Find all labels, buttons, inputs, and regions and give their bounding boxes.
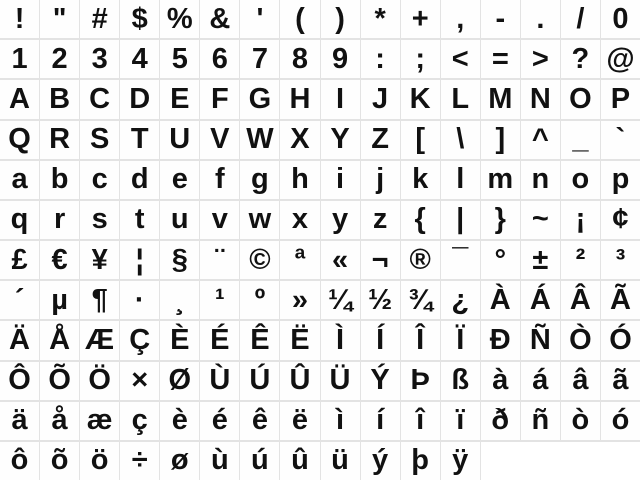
glyph-cell[interactable]: à: [481, 362, 520, 400]
glyph-cell[interactable]: ¶: [80, 281, 119, 319]
glyph-cell[interactable]: è: [160, 402, 199, 440]
glyph-cell[interactable]: Å: [40, 321, 79, 359]
glyph-cell[interactable]: ³: [601, 241, 640, 279]
glyph-cell[interactable]: 7: [240, 40, 279, 78]
glyph-cell[interactable]: »: [280, 281, 319, 319]
glyph-cell[interactable]: @: [601, 40, 640, 78]
glyph-cell[interactable]: «: [321, 241, 360, 279]
glyph-cell[interactable]: m: [481, 161, 520, 199]
glyph-cell[interactable]: ~: [521, 201, 560, 239]
glyph-cell[interactable]: X: [280, 121, 319, 159]
glyph-cell[interactable]: a: [0, 161, 39, 199]
glyph-cell[interactable]: ?: [561, 40, 600, 78]
glyph-cell[interactable]: À: [481, 281, 520, 319]
glyph-cell[interactable]: ã: [601, 362, 640, 400]
glyph-cell[interactable]: 0: [601, 0, 640, 38]
glyph-cell[interactable]: ¥: [80, 241, 119, 279]
glyph-cell[interactable]: ê: [240, 402, 279, 440]
glyph-cell[interactable]: q: [0, 201, 39, 239]
glyph-cell[interactable]: `: [601, 121, 640, 159]
glyph-cell[interactable]: ®: [401, 241, 440, 279]
glyph-cell[interactable]: Q: [0, 121, 39, 159]
glyph-cell[interactable]: î: [401, 402, 440, 440]
glyph-cell[interactable]: ¼: [321, 281, 360, 319]
glyph-cell[interactable]: §: [160, 241, 199, 279]
glyph-cell[interactable]: W: [240, 121, 279, 159]
glyph-cell[interactable]: Â: [561, 281, 600, 319]
glyph-cell[interactable]: ©: [240, 241, 279, 279]
glyph-cell[interactable]: È: [160, 321, 199, 359]
glyph-cell[interactable]: L: [441, 80, 480, 118]
glyph-cell[interactable]: ^: [521, 121, 560, 159]
glyph-cell[interactable]: Æ: [80, 321, 119, 359]
glyph-cell[interactable]: Ö: [80, 362, 119, 400]
glyph-cell[interactable]: Ó: [601, 321, 640, 359]
glyph-cell[interactable]: s: [80, 201, 119, 239]
glyph-cell[interactable]: 3: [80, 40, 119, 78]
glyph-cell[interactable]: H: [280, 80, 319, 118]
glyph-cell[interactable]: Õ: [40, 362, 79, 400]
glyph-cell[interactable]: V: [200, 121, 239, 159]
glyph-cell[interactable]: Í: [361, 321, 400, 359]
glyph-cell[interactable]: {: [401, 201, 440, 239]
glyph-cell[interactable]: ñ: [521, 402, 560, 440]
glyph-cell[interactable]: ): [321, 0, 360, 38]
glyph-cell[interactable]: ×: [120, 362, 159, 400]
glyph-cell[interactable]: x: [280, 201, 319, 239]
glyph-cell[interactable]: u: [160, 201, 199, 239]
glyph-cell[interactable]: ´: [0, 281, 39, 319]
glyph-cell[interactable]: y: [321, 201, 360, 239]
empty-cells: [481, 442, 640, 480]
glyph-cell[interactable]: K: [401, 80, 440, 118]
glyph-cell[interactable]: å: [40, 402, 79, 440]
glyph-cell[interactable]: ò: [561, 402, 600, 440]
glyph-cell[interactable]: T: [120, 121, 159, 159]
glyph-cell[interactable]: É: [200, 321, 239, 359]
glyph-cell[interactable]: h: [280, 161, 319, 199]
glyph-cell[interactable]: Ë: [280, 321, 319, 359]
glyph-cell[interactable]: Ô: [0, 362, 39, 400]
glyph-cell[interactable]: Ò: [561, 321, 600, 359]
glyph-cell[interactable]: g: [240, 161, 279, 199]
glyph-cell[interactable]: ö: [80, 442, 119, 480]
glyph-cell[interactable]: ¿: [441, 281, 480, 319]
glyph-cell[interactable]: Ï: [441, 321, 480, 359]
glyph-cell[interactable]: °: [481, 241, 520, 279]
glyph-cell[interactable]: 2: [40, 40, 79, 78]
glyph-cell[interactable]: ¯: [441, 241, 480, 279]
glyph-cell[interactable]: Ê: [240, 321, 279, 359]
glyph-cell[interactable]: w: [240, 201, 279, 239]
glyph-cell[interactable]: á: [521, 362, 560, 400]
glyph-cell[interactable]: /: [561, 0, 600, 38]
glyph-cell[interactable]: ð: [481, 402, 520, 440]
glyph-cell[interactable]: >: [521, 40, 560, 78]
glyph-cell[interactable]: ¦: [120, 241, 159, 279]
glyph-cell[interactable]: p: [601, 161, 640, 199]
glyph-cell[interactable]: <: [441, 40, 480, 78]
glyph-cell[interactable]: $: [120, 0, 159, 38]
glyph-cell[interactable]: O: [561, 80, 600, 118]
glyph-cell[interactable]: o: [561, 161, 600, 199]
glyph-cell[interactable]: Ù: [200, 362, 239, 400]
glyph-cell[interactable]: 9: [321, 40, 360, 78]
glyph-cell[interactable]: Ü: [321, 362, 360, 400]
glyph-cell[interactable]: Ä: [0, 321, 39, 359]
glyph-cell[interactable]: t: [120, 201, 159, 239]
glyph-cell[interactable]: Á: [521, 281, 560, 319]
glyph-cell[interactable]: ¾: [401, 281, 440, 319]
glyph-cell[interactable]: ï: [441, 402, 480, 440]
glyph-cell[interactable]: º: [240, 281, 279, 319]
glyph-cell[interactable]: Ð: [481, 321, 520, 359]
glyph-cell[interactable]: #: [80, 0, 119, 38]
glyph-cell[interactable]: Ý: [361, 362, 400, 400]
glyph-cell[interactable]: ë: [280, 402, 319, 440]
glyph-cell[interactable]: k: [401, 161, 440, 199]
glyph-cell[interactable]: ¸: [160, 281, 199, 319]
glyph-cell[interactable]: ú: [240, 442, 279, 480]
glyph-cell[interactable]: U: [160, 121, 199, 159]
glyph-cell[interactable]: j: [361, 161, 400, 199]
glyph-cell[interactable]: N: [521, 80, 560, 118]
glyph-cell[interactable]: ;: [401, 40, 440, 78]
glyph-cell[interactable]: æ: [80, 402, 119, 440]
glyph-cell[interactable]: 4: [120, 40, 159, 78]
glyph-cell[interactable]: é: [200, 402, 239, 440]
glyph-cell[interactable]: ·: [120, 281, 159, 319]
glyph-cell[interactable]: e: [160, 161, 199, 199]
glyph-cell[interactable]: f: [200, 161, 239, 199]
glyph-cell[interactable]: B: [40, 80, 79, 118]
glyph-cell[interactable]: 5: [160, 40, 199, 78]
glyph-cell[interactable]: €: [40, 241, 79, 279]
glyph-cell[interactable]: D: [120, 80, 159, 118]
glyph-cell[interactable]: µ: [40, 281, 79, 319]
glyph-cell[interactable]: ,: [441, 0, 480, 38]
glyph-cell[interactable]: 6: [200, 40, 239, 78]
glyph-cell[interactable]: þ: [401, 442, 440, 480]
glyph-cell[interactable]: â: [561, 362, 600, 400]
glyph-cell[interactable]: ÷: [120, 442, 159, 480]
glyph-cell[interactable]: ª: [280, 241, 319, 279]
glyph-cell[interactable]: +: [401, 0, 440, 38]
glyph-cell[interactable]: J: [361, 80, 400, 118]
glyph-cell[interactable]: ì: [321, 402, 360, 440]
glyph-cell[interactable]: A: [0, 80, 39, 118]
glyph-cell[interactable]: c: [80, 161, 119, 199]
glyph-cell[interactable]: ä: [0, 402, 39, 440]
glyph-cell[interactable]: ¬: [361, 241, 400, 279]
glyph-cell[interactable]: Ñ: [521, 321, 560, 359]
glyph-cell[interactable]: Û: [280, 362, 319, 400]
glyph-cell[interactable]: r: [40, 201, 79, 239]
glyph-cell[interactable]: Y: [321, 121, 360, 159]
glyph-cell[interactable]: %: [160, 0, 199, 38]
glyph-cell[interactable]: ²: [561, 241, 600, 279]
glyph-cell[interactable]: b: [40, 161, 79, 199]
glyph-cell[interactable]: d: [120, 161, 159, 199]
glyph-cell[interactable]: 8: [280, 40, 319, 78]
glyph-cell[interactable]: ]: [481, 121, 520, 159]
glyph-cell[interactable]: ±: [521, 241, 560, 279]
glyph-cell[interactable]: v: [200, 201, 239, 239]
glyph-cell[interactable]: Ç: [120, 321, 159, 359]
glyph-cell[interactable]: ½: [361, 281, 400, 319]
glyph-cell[interactable]: ó: [601, 402, 640, 440]
glyph-cell[interactable]: ': [240, 0, 279, 38]
glyph-cell[interactable]: ¡: [561, 201, 600, 239]
glyph-cell[interactable]: !: [0, 0, 39, 38]
glyph-cell[interactable]: Ø: [160, 362, 199, 400]
glyph-cell[interactable]: C: [80, 80, 119, 118]
glyph-cell[interactable]: _: [561, 121, 600, 159]
glyph-cell[interactable]: E: [160, 80, 199, 118]
glyph-cell[interactable]: i: [321, 161, 360, 199]
glyph-cell[interactable]: ù: [200, 442, 239, 480]
glyph-cell[interactable]: í: [361, 402, 400, 440]
glyph-cell[interactable]: :: [361, 40, 400, 78]
glyph-cell[interactable]: Þ: [401, 362, 440, 400]
glyph-cell[interactable]: (: [280, 0, 319, 38]
glyph-cell[interactable]: }: [481, 201, 520, 239]
glyph-cell[interactable]: ß: [441, 362, 480, 400]
glyph-cell[interactable]: &: [200, 0, 239, 38]
glyph-cell[interactable]: û: [280, 442, 319, 480]
glyph-cell[interactable]: F: [200, 80, 239, 118]
glyph-cell[interactable]: 1: [0, 40, 39, 78]
glyph-cell[interactable]: [: [401, 121, 440, 159]
glyph-cell[interactable]: õ: [40, 442, 79, 480]
glyph-cell[interactable]: ç: [120, 402, 159, 440]
glyph-cell[interactable]: ¢: [601, 201, 640, 239]
glyph-cell[interactable]: Ã: [601, 281, 640, 319]
glyph-cell[interactable]: ü: [321, 442, 360, 480]
glyph-cell[interactable]: G: [240, 80, 279, 118]
glyph-cell[interactable]: Ú: [240, 362, 279, 400]
glyph-cell[interactable]: ô: [0, 442, 39, 480]
glyph-cell[interactable]: Z: [361, 121, 400, 159]
glyph-cell[interactable]: \: [441, 121, 480, 159]
glyph-cell[interactable]: l: [441, 161, 480, 199]
glyph-cell[interactable]: *: [361, 0, 400, 38]
glyph-cell[interactable]: ¨: [200, 241, 239, 279]
glyph-cell[interactable]: =: [481, 40, 520, 78]
glyph-cell[interactable]: £: [0, 241, 39, 279]
glyph-cell[interactable]: S: [80, 121, 119, 159]
glyph-cell[interactable]: R: [40, 121, 79, 159]
glyph-cell[interactable]: ¹: [200, 281, 239, 319]
glyph-cell[interactable]: ø: [160, 442, 199, 480]
glyph-cell[interactable]: z: [361, 201, 400, 239]
glyph-cell[interactable]: I: [321, 80, 360, 118]
glyph-cell[interactable]: Ì: [321, 321, 360, 359]
glyph-cell[interactable]: ": [40, 0, 79, 38]
glyph-cell[interactable]: ý: [361, 442, 400, 480]
glyph-cell[interactable]: .: [521, 0, 560, 38]
glyph-cell[interactable]: n: [521, 161, 560, 199]
glyph-cell[interactable]: ÿ: [441, 442, 480, 480]
glyph-cell[interactable]: -: [481, 0, 520, 38]
glyph-cell[interactable]: P: [601, 80, 640, 118]
glyph-cell[interactable]: |: [441, 201, 480, 239]
glyph-cell[interactable]: M: [481, 80, 520, 118]
glyph-cell[interactable]: Î: [401, 321, 440, 359]
